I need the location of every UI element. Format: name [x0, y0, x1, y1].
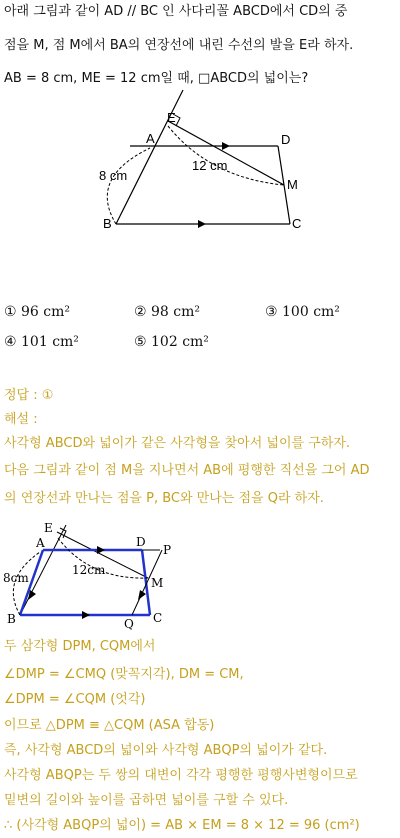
fig2-label-a: A — [36, 536, 45, 550]
explanation-line-1: 사각형 ABCD와 넓이가 같은 사각형을 찾아서 넓이를 구하자. — [4, 436, 351, 451]
fig2-label-p: P — [163, 543, 172, 557]
choice-5-num: ⑤ — [134, 334, 147, 350]
fig1-measure-ab: 8 cm — [99, 168, 128, 183]
fig2-label-m: M — [151, 576, 164, 590]
proof-line-3: ∠DPM = ∠CQM (엇각) — [4, 692, 146, 707]
figure-trapezoid-1 — [0, 88, 400, 248]
fig2-label-c: C — [153, 611, 163, 625]
choice-4-num: ④ — [4, 334, 17, 350]
fig1-measure-me: 12 cm — [192, 158, 228, 173]
proof-line-7: 밑변의 길이와 높이를 곱하면 넓이를 구할 수 있다. — [4, 793, 289, 808]
fig2-label-b: B — [7, 612, 16, 626]
fig2-label-q: Q — [124, 617, 134, 630]
question-line-1: 아래 그림과 같이 AD // BC 인 사다리꼴 ABCD에서 CD의 중 — [4, 4, 348, 19]
choice-2-value: 98 cm² — [151, 304, 201, 320]
answer-label: 정답 : ① — [4, 388, 54, 403]
explanation-line-2: 다음 그림과 같이 점 M을 지나면서 AB에 평행한 직선을 그어 AD — [4, 463, 370, 478]
choice-4[interactable] — [4, 334, 79, 350]
question-line-2: 점을 M, 점 M에서 BA의 연장선에 내린 수선의 발을 E라 하자. — [4, 38, 354, 53]
proof-line-5: 즉, 사각형 ABCD의 넓이와 사각형 ABQP의 넓이가 같다. — [4, 743, 328, 758]
choice-5-value: 102 cm² — [151, 334, 209, 350]
figure-trapezoid-2 — [0, 520, 400, 630]
proof-line-4: 이므로 △DPM ≡ △CQM (ASA 합동) — [4, 718, 215, 733]
fig1-label-e: E — [167, 110, 176, 125]
choice-3-num: ③ — [265, 304, 278, 320]
question-line-3: AB = 8 cm, ME = 12 cm일 때, □ABCD의 넓이는? — [4, 71, 309, 86]
proof-line-6: 사각형 ABQP는 두 쌍의 대변이 각각 평행한 평행사변형이므로 — [4, 768, 358, 783]
fig1-label-d: D — [281, 132, 291, 147]
choice-4-value: 101 cm² — [21, 334, 79, 350]
choice-1-value: 96 cm² — [21, 304, 71, 320]
choice-3[interactable] — [265, 304, 340, 320]
explanation-title: 해설 : — [4, 412, 38, 427]
fig2-label-d: D — [136, 535, 146, 549]
proof-line-1: 두 삼각형 DPM, CQM에서 — [4, 639, 156, 654]
fig2-measure-me: 12cm — [72, 563, 106, 577]
proof-line-2: ∠DMP = ∠CMQ (맞꼭지각), DM = CM, — [4, 667, 244, 682]
fig1-label-a: A — [146, 131, 155, 146]
fig1-label-c: C — [292, 216, 302, 231]
choice-1-num: ① — [4, 304, 17, 320]
fig2-label-e: E — [44, 521, 53, 535]
choice-1[interactable] — [4, 304, 70, 320]
choice-2-num: ② — [134, 304, 147, 320]
choice-3-value: 100 cm² — [282, 304, 340, 320]
fig1-label-b: B — [103, 216, 112, 231]
choice-2[interactable] — [134, 304, 200, 320]
fig1-label-m: M — [287, 177, 298, 192]
choice-5[interactable] — [134, 334, 209, 350]
fig2-measure-ab: 8cm — [3, 571, 29, 585]
explanation-line-3: 의 연장선과 만나는 점을 P, BC와 만나는 점을 Q라 하자. — [4, 491, 324, 506]
proof-line-8: ∴ (사각형 ABQP의 넓이) = AB × EM = 8 × 12 = 96 (cm²) — [4, 818, 360, 833]
